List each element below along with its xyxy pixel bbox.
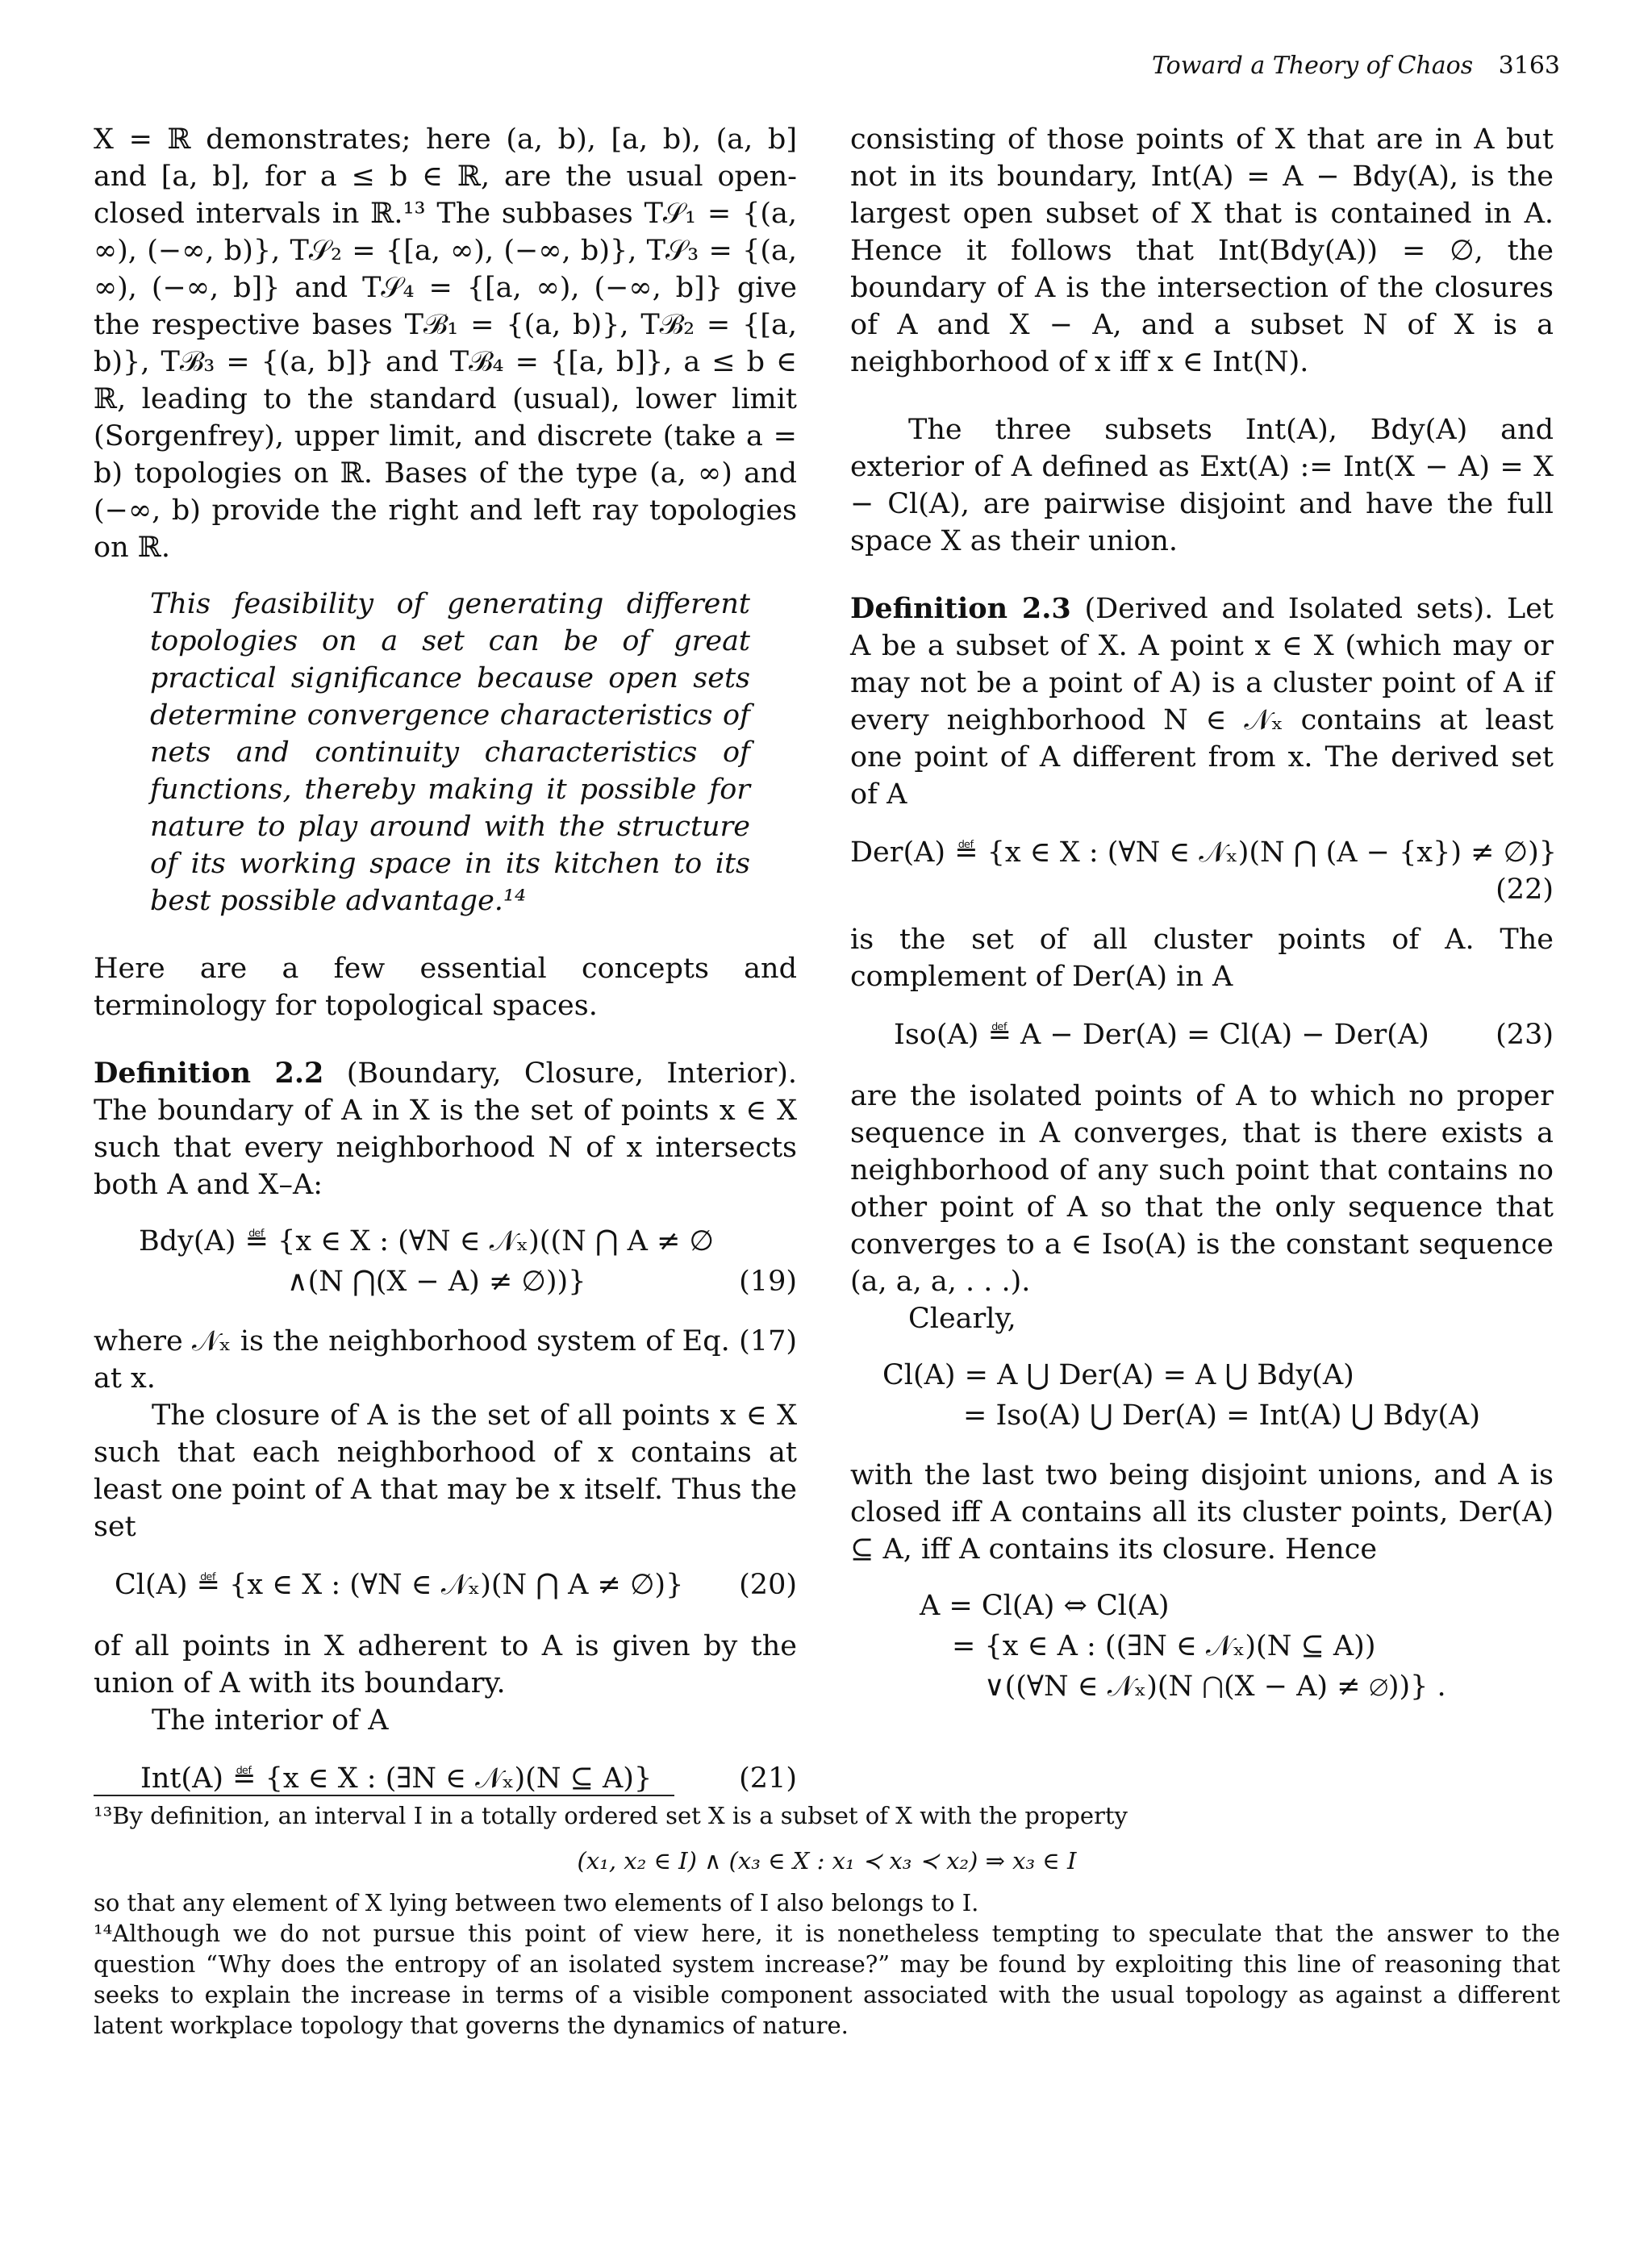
closure-identity-line-1: Cl(A) = A ⋃ Der(A) = A ⋃ Bdy(A) <box>882 1359 1354 1391</box>
definition-2-3-label: Definition 2.3 <box>850 592 1071 625</box>
paragraph-isolated-points: are the isolated points of A to which no proper sequence in A converges, that is there exists a neighborhood of any such point that contains no other point of A so that the only sequence that converges to a ∈ Iso(A) is the constant sequence (a, a, a, . . .). <box>850 1080 1554 1298</box>
equation-19-number: (19) <box>739 1266 797 1298</box>
footnote-13-continued: so that any element of X lying between two elements of I also belongs to I. <box>94 1889 979 1916</box>
equation-23 <box>850 1016 1554 1057</box>
equation-19-line-1: Bdy(A) ≝ {x ∈ X : (∀N ∈ 𝒩ₓ)((N ⋂ A ≠ ∅ <box>139 1225 715 1257</box>
closed-characterization-line-3: ∨((∀N ∈ 𝒩ₓ)(N ⋂(X − A) ≠ ∅))} . <box>984 1670 1446 1703</box>
equation-19-line-2: ∧(N ⋂(X − A) ≠ ∅))} <box>287 1266 586 1298</box>
definition-2-3-title: (Derived and Isolated sets). <box>1084 593 1494 625</box>
footnote-13-equation: (x₁, x₂ ∈ I) ∧ (x₃ ∈ X : x₁ ≺ x₃ ≺ x₂) ⇒ x₃ ∈ I <box>577 1847 1077 1875</box>
equation-22-body: Der(A) ≝ {x ∈ X : (∀N ∈ 𝒩ₓ)(N ⋂ (A − {x}) ≠ ∅)} <box>850 836 1558 869</box>
running-head <box>1152 52 1560 80</box>
equation-22-number: (22) <box>1496 874 1554 906</box>
equation-21-body: Int(A) ≝ {x ∈ X : (∃N ∈ 𝒩ₓ)(N ⊆ A)} <box>140 1762 653 1795</box>
closed-characterization-line-2: = {x ∈ A : ((∃N ∈ 𝒩ₓ)(N ⊆ A)) <box>952 1630 1376 1662</box>
definition-2-2-label: Definition 2.2 <box>94 1057 324 1090</box>
footnote-rule <box>94 1795 674 1796</box>
footnotes <box>94 1800 1560 2041</box>
left-column <box>94 121 797 1821</box>
footnote-13: ¹³By definition, an interval I in a totally ordered set X is a subset of X with the property <box>94 1802 1128 1829</box>
equation-19 <box>94 1223 797 1303</box>
paragraph-topologies-on-r: X = ℝ demonstrates; here (a, b), [a, b), (a, b] and [a, b], for a ≤ b ∈ ℝ, are the usual open-closed intervals in ℝ.¹³ The subbases T𝒮₁ = {(a, ∞), (−∞, b)}, T𝒮₂ = {[a, ∞), (−∞, b)}, T𝒮₃ = {(a, ∞), (−∞, b]} and T𝒮₄ = {[a, ∞), (−∞, b]} give the respective bases Tℬ₁ = {(a, b)}, Tℬ₂ = {[a, b)}, Tℬ₃ = {(a, b]} and Tℬ₄ = {[a, b]}, a ≤ b ∈ ℝ, leading to the standard (usual), lower limit (Sorgenfrey), upper limit, and discrete (take a = b) topologies on ℝ. Bases of the type (a, ∞) and (−∞, b) provide the right and left ray topologies on ℝ. <box>94 123 797 564</box>
paragraph-closure: The closure of A is the set of all points x ∈ X such that each neighborhood of x contains at least one point of A that may be x itself. Thus the set <box>94 1399 797 1543</box>
paragraph-exterior: The three subsets Int(A), Bdy(A) and exterior of A defined as Ext(A) := Int(X − A) = X − Cl(A), are pairwise disjoint and have the full space X as their union. <box>850 414 1554 557</box>
equation-23-number: (23) <box>1496 1019 1554 1051</box>
paragraph-cluster-points: is the set of all cluster points of A. The complement of Der(A) in A <box>850 924 1554 993</box>
definition-2-2-text: The boundary of A in X is the set of points x ∈ X such that every neighborhood N of x intersects both A and X–A: <box>94 1095 797 1201</box>
page-number: 3163 <box>1498 52 1560 80</box>
equation-closure-identities <box>850 1357 1554 1437</box>
footnote-14: ¹⁴Although we do not pursue this point of view here, it is nonetheless tempting to speculate that the answer to the question “Why does the entropy of an isolated system increase?” may be found by exploiting this line of reasoning that seeks to explain the increase in terms of a visible component associated with the usual topology as against a different latent workplace topology that governs the dynamics of nature. <box>94 1920 1560 2039</box>
paragraph-interior: The interior of A <box>152 1704 389 1737</box>
paragraph-adherent-points: of all points in X adherent to A is given by the union of A with its boundary. <box>94 1630 797 1699</box>
definition-2-3 <box>850 590 1554 813</box>
equation-20-number: (20) <box>739 1569 797 1601</box>
definition-2-3-text: Let A be a subset of X. A point x ∈ X (which may or may not be a point of A) is a cluster point of A if every neighborhood N ∈ 𝒩ₓ contains at least one point of A different from x. The derived set of A <box>850 593 1554 811</box>
equation-20 <box>94 1566 797 1607</box>
running-title: Toward a Theory of Chaos <box>1151 52 1474 80</box>
paragraph-interior-continued: consisting of those points of X that are in A but not in its boundary, Int(A) = A − Bdy(A), is the largest open subset of X that is contained in A. Hence it follows that Int(Bdy(A)) = ∅, the boundary of A is the intersection of the closures of A and X − A, and a subset N of X is a neighborhood of x iff x ∈ Int(N). <box>850 123 1554 378</box>
definition-2-2-title: (Boundary, Closure, Interior). <box>346 1057 797 1090</box>
equation-23-body: Iso(A) ≝ A − Der(A) = Cl(A) − Der(A) <box>894 1019 1429 1051</box>
equation-20-body: Cl(A) ≝ {x ∈ X : (∀N ∈ 𝒩ₓ)(N ⋂ A ≠ ∅)} <box>115 1569 684 1601</box>
paragraph-essential-concepts: Here are a few essential concepts and terminology for topological spaces. <box>94 953 797 1022</box>
paragraph-clearly: Clearly, <box>908 1303 1016 1335</box>
right-column <box>850 121 1558 1728</box>
definition-2-2 <box>94 1055 797 1203</box>
quotation-feasibility: This feasibility of generating different topologies on a set can be of great practical significance because open sets determine convergence characteristics of nets and continuity characteristics of functions, thereby making it possible for nature to play around with the structure of its working space in its kitchen to its best possible advantage.¹⁴ <box>150 588 750 917</box>
paragraph-neighborhood-system: where 𝒩ₓ is the neighborhood system of Eq. (17) at x. <box>94 1325 797 1395</box>
paragraph-closed-sets: with the last two being disjoint unions, and A is closed iff A contains all its cluster points, Der(A) ⊆ A, iff A contains its closure. Hence <box>850 1459 1554 1566</box>
closure-identity-line-2: = Iso(A) ⋃ Der(A) = Int(A) ⋃ Bdy(A) <box>963 1399 1480 1432</box>
equation-closed-characterization <box>850 1587 1554 1708</box>
closed-characterization-line-1: A = Cl(A) ⇔ Cl(A) <box>920 1590 1170 1622</box>
equation-21-number: (21) <box>739 1762 797 1795</box>
equation-22 <box>850 834 1558 874</box>
